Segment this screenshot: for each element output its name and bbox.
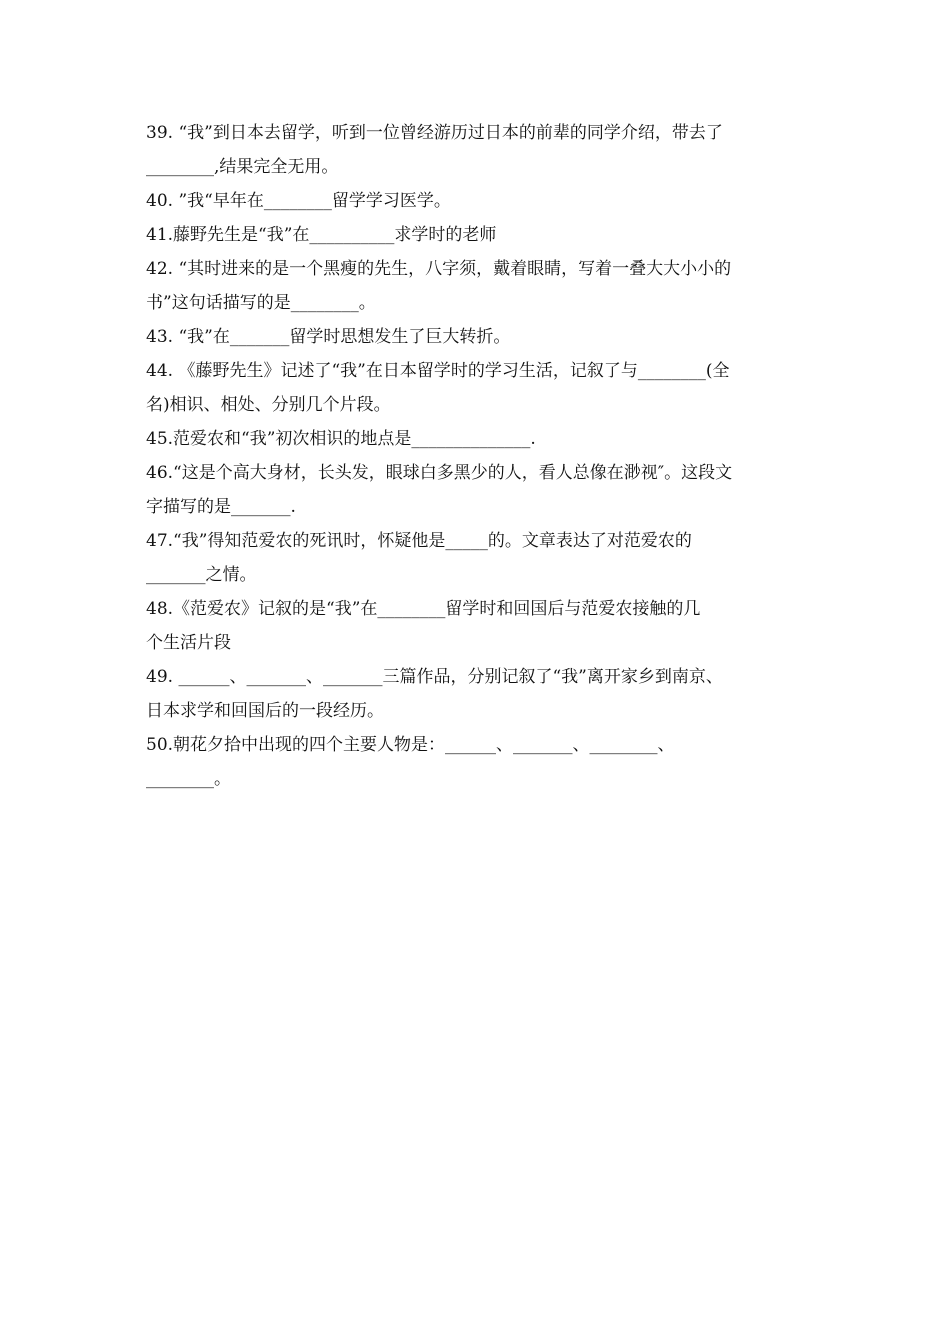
question-43 <box>146 320 826 354</box>
question-48-line-2: 个生活片段 <box>146 633 231 653</box>
question-49-line-1: 49. ______、_______、_______三篇作品，分别记叙了“我”离开家乡到南京、 <box>146 667 723 687</box>
question-39-line-1: 39. “我”到日本去留学，听到一位曾经游历过日本的前辈的同学介绍，带去了 <box>146 123 723 143</box>
question-39-line-2: ________,结果完全无用。 <box>146 157 339 177</box>
question-46-line-2: 字描写的是_______. <box>146 497 296 517</box>
question-49 <box>146 660 826 728</box>
question-47-line-2: _______之情。 <box>146 565 257 585</box>
question-50 <box>146 728 826 796</box>
question-47-line-1: 47.“我”得知范爱农的死讯时，怀疑他是_____的。文章表达了对范爱农的 <box>146 531 692 551</box>
question-44-line-1: 44. 《藤野先生》记述了“我”在日本留学时的学习生活，记叙了与________(全 <box>146 361 730 381</box>
question-42-line-2: 书”这句话描写的是________。 <box>146 293 376 313</box>
question-49-line-2: 日本求学和回国后的一段经历。 <box>146 701 384 721</box>
question-39 <box>146 116 826 184</box>
question-45 <box>146 422 826 456</box>
question-47 <box>146 524 826 592</box>
question-50-line-2: ________。 <box>146 769 231 789</box>
question-41 <box>146 218 826 252</box>
question-42 <box>146 252 826 320</box>
question-48-line-1: 48.《范爱农》记叙的是“我”在________留学时和回国后与范爱农接触的几 <box>146 599 701 619</box>
question-46 <box>146 456 826 524</box>
question-40 <box>146 184 826 218</box>
question-42-line-1: 42. “其时进来的是一个黑瘦的先生，八字须，戴着眼睛，写着一叠大大小小的 <box>146 259 732 279</box>
question-45-line-1: 45.范爱农和“我”初次相识的地点是______________. <box>146 429 536 449</box>
question-44-line-2: 名)相识、相处、分别几个片段。 <box>146 395 391 415</box>
question-48 <box>146 592 826 660</box>
question-43-line-1: 43. “我”在_______留学时思想发生了巨大转折。 <box>146 327 511 347</box>
question-46-line-1: 46.“这是个高大身材，长头发，眼球白多黑少的人，看人总像在渺视″。这段文 <box>146 463 733 483</box>
question-50-line-1: 50.朝花夕拾中出现的四个主要人物是：______、_______、________、 <box>146 735 675 755</box>
question-44 <box>146 354 826 422</box>
question-list <box>146 116 826 796</box>
question-41-line-1: 41.藤野先生是“我”在__________求学时的老师 <box>146 225 497 245</box>
question-40-line-1: 40. ”我“早年在________留学学习医学。 <box>146 191 451 211</box>
